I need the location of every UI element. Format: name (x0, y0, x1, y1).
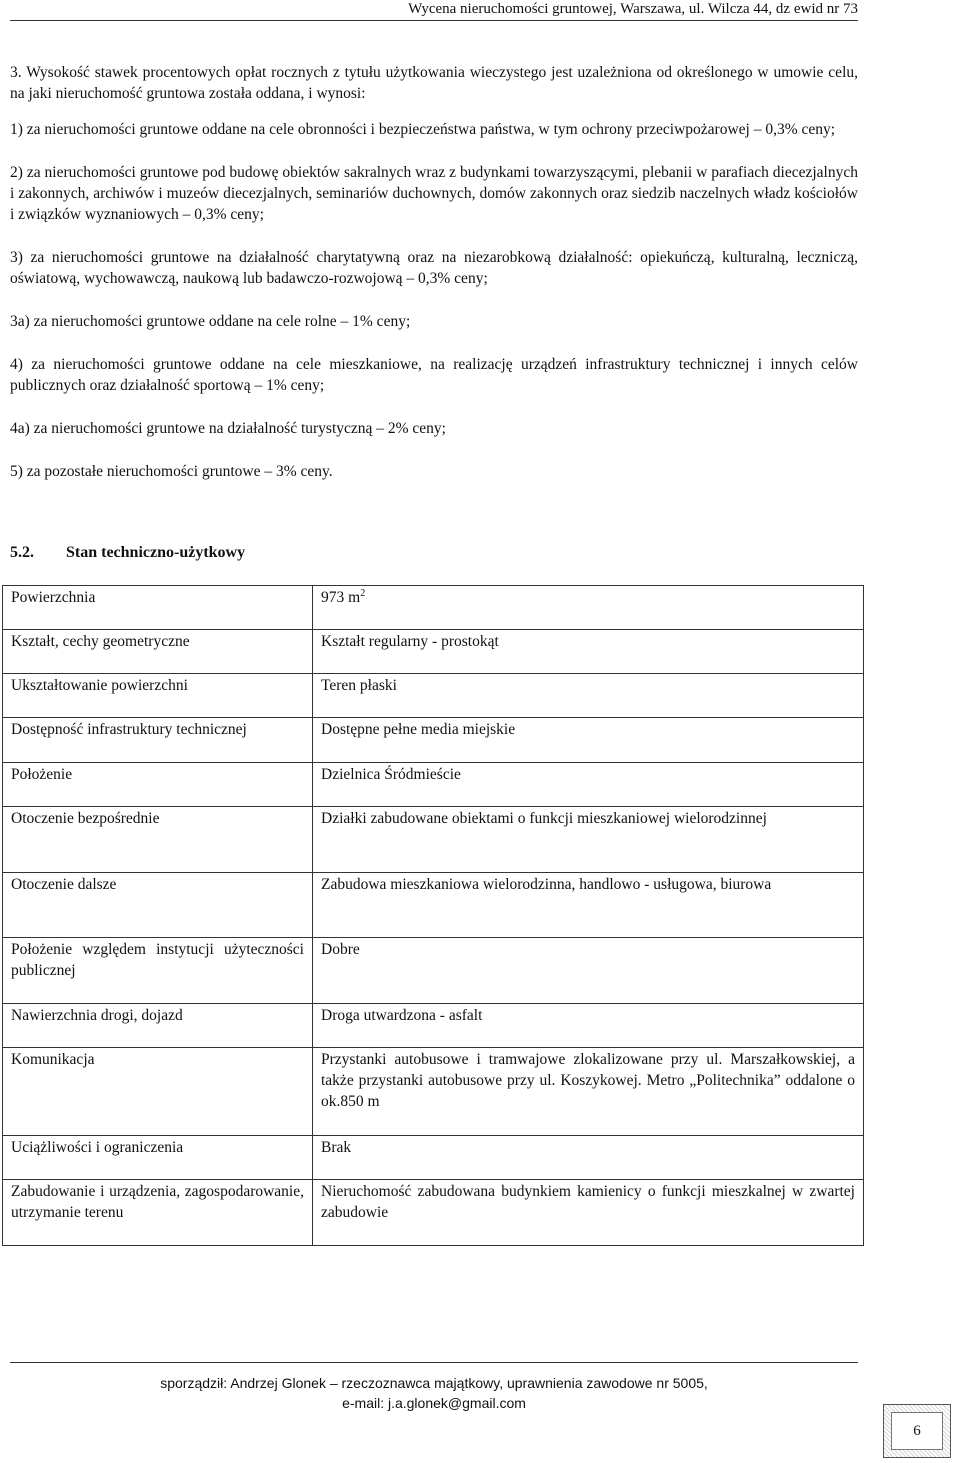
section-title: Stan techniczno-użytkowy (66, 544, 246, 561)
footer-divider (10, 1362, 858, 1363)
body-text (10, 62, 858, 504)
row-label: Uciążliwości i ograniczenia (3, 1136, 313, 1180)
row-value: Kształt regularny - prostokąt (313, 630, 864, 674)
table-row (3, 1004, 864, 1048)
paragraph-item-1: 1) za nieruchomości gruntowe oddane na cele obronności i bezpieczeństwa państwa, w tym ochrony przeciwpożarowej – 0,3% ceny; (10, 121, 836, 138)
row-label: Położenie względem instytucji użyteczności publicznej (3, 938, 313, 1004)
table-row (3, 1180, 864, 1246)
paragraph-item-3: 3) za nieruchomości gruntowe na działalność charytatywną oraz na niezarobkową działalność: opiekuńczą, kulturalną, leczniczą, oświatową, wychowawczą, naukową lub badawczo-rozwojową – 0,3% ceny; (10, 249, 858, 287)
paragraph-item-2: 2) za nieruchomości gruntowe pod budowę obiektów sakralnych wraz z budynkami towarzyszącymi, plebanii w parafiach diecezjalnych i zakonnych, archiwów i muzeów diecezjalnych, seminariów duchownych, domów zakonnych oraz siedzib naczelnych władz kościołów i związków wyznaniowych – 0,3% ceny; (10, 164, 858, 223)
row-label: Położenie (3, 763, 313, 807)
area-unit-exponent: 2 (360, 587, 366, 599)
row-value: Nieruchomość zabudowana budynkiem kamienicy o funkcji mieszkalnej w zwartej zabudowie (313, 1180, 864, 1246)
table-row (3, 807, 864, 873)
section-heading (10, 542, 610, 564)
page-number-box (883, 1404, 951, 1458)
property-info-table (2, 585, 864, 1246)
table-row (3, 586, 864, 630)
row-label: Komunikacja (3, 1048, 313, 1136)
section-number: 5.2. (10, 544, 34, 561)
page-number: 6 (891, 1412, 943, 1450)
row-value: Dzielnica Śródmieście (313, 763, 864, 807)
row-label: Zabudowanie i urządzenia, zagospodarowanie, utrzymanie terenu (3, 1180, 313, 1246)
table-row (3, 873, 864, 938)
paragraph-item-5: 5) za pozostałe nieruchomości gruntowe – 3% ceny. (10, 463, 333, 480)
paragraph-item-4a: 4a) za nieruchomości gruntowe na działalność turystyczną – 2% ceny; (10, 420, 446, 437)
row-value: Dobre (313, 938, 864, 1004)
table-row (3, 938, 864, 1004)
header-title: Wycena nieruchomości gruntowej, Warszawa, ul. Wilcza 44, dz ewid nr 73 (408, 1, 858, 17)
row-value: Droga utwardzona - asfalt (313, 1004, 864, 1048)
table-row (3, 1136, 864, 1180)
table-row (3, 718, 864, 763)
paragraph-item-4: 4) za nieruchomości gruntowe oddane na cele mieszkaniowe, na realizację urządzeń infrastruktury technicznej i innych celów publicznych oraz działalność sportową – 1% ceny; (10, 356, 858, 394)
row-value (313, 586, 864, 630)
row-label: Ukształtowanie powierzchni (3, 674, 313, 718)
table-row (3, 763, 864, 807)
row-label: Kształt, cechy geometryczne (3, 630, 313, 674)
row-value: Dostępne pełne media miejskie (313, 718, 864, 763)
paragraph-intro: 3. Wysokość stawek procentowych opłat rocznych z tytułu użytkowania wieczystego jest uzależniona od określonego w umowie celu, na jaki nieruchomość gruntowa została oddana, i wynosi: (10, 64, 858, 102)
paragraph-item-3a: 3a) za nieruchomości gruntowe oddane na cele rolne – 1% ceny; (10, 313, 411, 330)
row-label: Otoczenie dalsze (3, 873, 313, 938)
row-value: Działki zabudowane obiektami o funkcji mieszkaniowej wielorodzinnej (313, 807, 864, 873)
table-row (3, 674, 864, 718)
row-value: Brak (313, 1136, 864, 1180)
row-label: Nawierzchnia drogi, dojazd (3, 1004, 313, 1048)
footer-author-line: sporządził: Andrzej Glonek – rzeczoznawca majątkowy, uprawnienia zawodowe nr 5005, (160, 1375, 708, 1391)
row-label: Otoczenie bezpośrednie (3, 807, 313, 873)
row-label: Powierzchnia (3, 586, 313, 630)
row-value: Teren płaski (313, 674, 864, 718)
table-row (3, 630, 864, 674)
page-footer (10, 1373, 858, 1413)
row-value: Zabudowa mieszkaniowa wielorodzinna, handlowo - usługowa, biurowa (313, 873, 864, 938)
footer-email-line: e-mail: j.a.glonek@gmail.com (342, 1395, 526, 1411)
area-value: 973 m (321, 589, 361, 606)
row-value: Przystanki autobusowe i tramwajowe zlokalizowane przy ul. Marszałkowskiej, a także przystanki autobusowe przy ul. Koszykowej. Metro „Politechnika” oddalone o ok.850 m (313, 1048, 864, 1136)
row-label: Dostępność infrastruktury technicznej (3, 718, 313, 763)
page-header (10, 0, 858, 21)
table-row (3, 1048, 864, 1136)
